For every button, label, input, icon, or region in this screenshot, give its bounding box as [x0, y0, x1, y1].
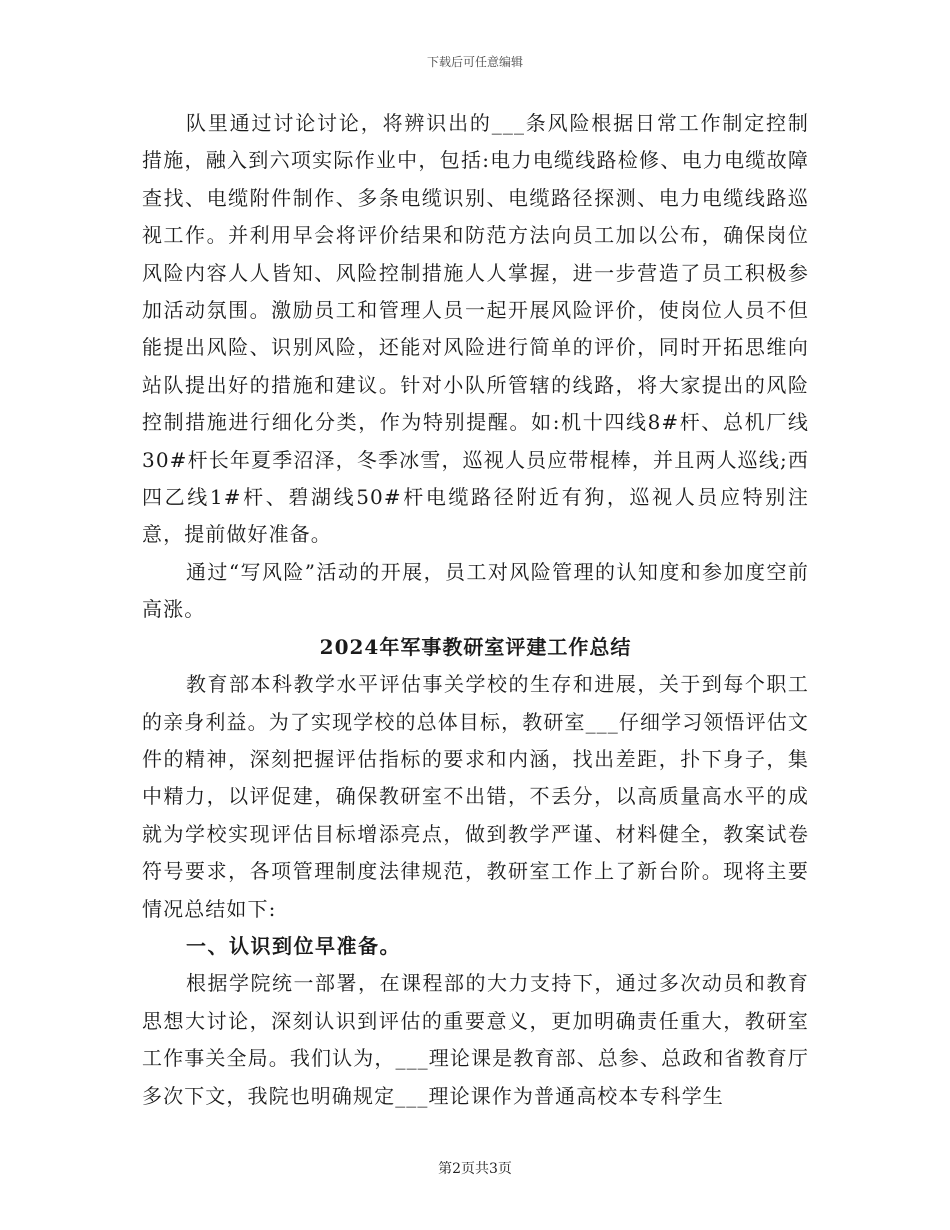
- page-header: 下载后可任意编辑: [426, 55, 523, 69]
- paragraph-section-1: 根据学院统一部署，在课程部的大力支持下，通过多次动员和教育思想大讨论，深刻认识到评估的重要意义，更加明确责任重大，教研室工作事关全局。我们认为，___理论课是教育部、总参、总政和省教育厅多次下文，我院也明确规定___理论课作为普通高校本专科学生: [142, 971, 809, 1108]
- paragraph-risk-measures: 队里通过讨论讨论，将辨识出的___条风险根据日常工作制定控制措施，融入到六项实际作业中，包括:电力电缆线路检修、电力电缆故障查找、电缆附件制作、多条电缆识别、电缆路径探测、电力电缆线路巡视工作。并利用早会将评价结果和防范方法向员工加以公布，确保岗位风险内容人人皆知、风险控制措施人人掌握，进一步营造了员工积极参加活动氛围。激励员工和管理人员一起开展风险评价，使岗位人员不但能提出风险、识别风险，还能对风险进行简单的评价，同时开拓思维向站队提出好的措施和建议。针对小队所管辖的线路，将大家提出的风险控制措施进行细化分类，作为特别提醒。如:机十四线8#杆、总机厂线30#杆长年夏季沼泽，冬季冰雪，巡视人员应带棍棒，并且两人巡线;西四乙线1#杆、碧湖线50#杆电缆路径附近有狗，巡视人员应特别注意，提前做好准备。: [142, 111, 809, 547]
- paragraph-risk-activity: 通过“写风险”活动的开展，员工对风险管理的认知度和参加度空前高涨。: [142, 559, 809, 622]
- document-body: [142, 105, 809, 1115]
- document-title: 2024年军事教研室评建工作总结: [319, 634, 632, 659]
- page-footer: 第2页共3页: [438, 1161, 512, 1177]
- paragraph-intro: 教育部本科教学水平评估事关学校的生存和进展，关于到每个职工的亲身利益。为了实现学校的总体目标，教研室___仔细学习领悟评估文件的精神，深刻把握评估指标的要求和内涵，找出差距，扑下身子，集中精力，以评促建，确保教研室不出错，不丢分，以高质量高水平的成就为学校实现评估目标增添亮点，做到教学严谨、材料健全，教案试卷符号要求，各项管理制度法律规范，教研室工作上了新台阶。现将主要情况总结如下:: [142, 672, 809, 921]
- section-heading-1: 一、认识到位早准备。: [186, 933, 401, 958]
